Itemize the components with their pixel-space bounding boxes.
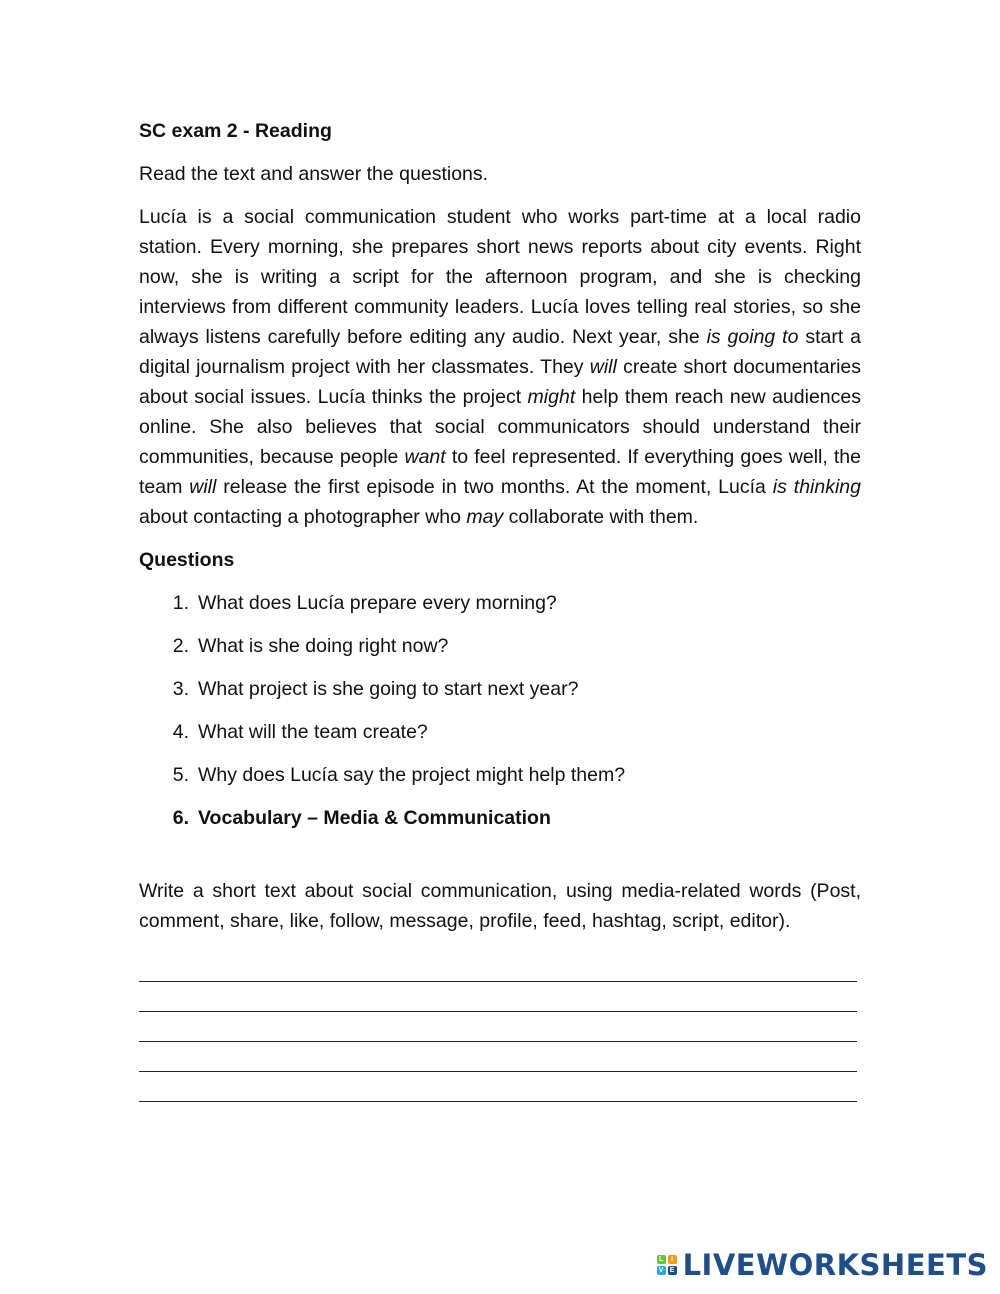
passage-emphasis: want xyxy=(404,446,446,468)
question-item xyxy=(139,803,861,833)
questions-list xyxy=(139,588,861,833)
answer-lines xyxy=(139,952,861,1102)
passage-segment: collaborate with them. xyxy=(503,506,699,528)
question-text: What project is she going to start next year? xyxy=(198,678,579,700)
answer-line[interactable] xyxy=(139,952,857,982)
writing-task: Write a short text about social communication, using media-related words (Post, comment, share, like, follow, message, profile, feed, hashtag, script, editor). xyxy=(139,880,861,932)
passage-segment: release the first episode in two months. At the moment, Lucía xyxy=(216,476,773,498)
question-number: 5. xyxy=(172,764,189,786)
passage-segment: about contacting a photographer who xyxy=(139,506,467,528)
question-item xyxy=(139,760,861,790)
logo-mark-tile: E xyxy=(668,1266,677,1275)
instruction-text: Read the text and answer the questions. xyxy=(139,163,489,185)
question-text: What is she doing right now? xyxy=(198,635,449,657)
answer-line[interactable] xyxy=(139,1072,857,1102)
liveworksheets-logo xyxy=(657,1250,988,1280)
question-text: Vocabulary – Media & Communication xyxy=(198,807,551,829)
questions-heading: Questions xyxy=(139,549,235,571)
question-item xyxy=(139,631,861,661)
logo-text: LIVEWORKSHEETS xyxy=(682,1248,988,1282)
logo-mark-tile: V xyxy=(657,1266,666,1275)
question-number: 2. xyxy=(172,635,189,657)
logo-mark-tile: I xyxy=(668,1255,677,1264)
passage-segment: to feel represented. If everything goes well, the team xyxy=(139,446,861,498)
passage-segment: Lucía is a social communication student who works part-time at a local radio station. Every morning, she prepares short news reports about city events. Right now, she is writing a script for the afternoon program, and she is checking interviews from different community leaders. Lucía loves telling real stories, so she always listens carefully before editing any audio. Next year, she xyxy=(139,206,861,348)
passage-segment: start a digital journalism project with her classmates. They xyxy=(139,326,861,378)
question-item xyxy=(139,717,861,747)
question-item xyxy=(139,588,861,618)
question-number: 1. xyxy=(172,592,189,614)
question-item xyxy=(139,674,861,704)
question-number: 4. xyxy=(172,721,189,743)
logo-mark-tile: L xyxy=(657,1255,666,1264)
answer-line[interactable] xyxy=(139,1042,857,1072)
passage-emphasis: is going to xyxy=(706,326,799,348)
passage-emphasis: will xyxy=(189,476,217,498)
question-text: What does Lucía prepare every morning? xyxy=(198,592,557,614)
question-number: 3. xyxy=(172,678,189,700)
passage-emphasis: may xyxy=(466,506,504,528)
question-number: 6. xyxy=(172,807,189,829)
passage-emphasis: might xyxy=(527,386,576,408)
passage-segment: create short documentaries about social issues. Lucía thinks the project xyxy=(139,356,861,408)
passage-emphasis: is thinking xyxy=(772,476,861,498)
logo-mark-icon xyxy=(657,1255,677,1275)
reading-passage xyxy=(139,202,861,532)
question-text: What will the team create? xyxy=(198,721,428,743)
answer-line[interactable] xyxy=(139,1012,857,1042)
passage-emphasis: will xyxy=(589,356,617,378)
worksheet-page xyxy=(139,116,861,1102)
passage-segment: help them reach new audiences online. She also believes that social communicators should understand their communities, because people xyxy=(139,386,861,468)
question-text: Why does Lucía say the project might help them? xyxy=(198,764,626,786)
page-title: SC exam 2 - Reading xyxy=(139,120,332,142)
answer-line[interactable] xyxy=(139,982,857,1012)
